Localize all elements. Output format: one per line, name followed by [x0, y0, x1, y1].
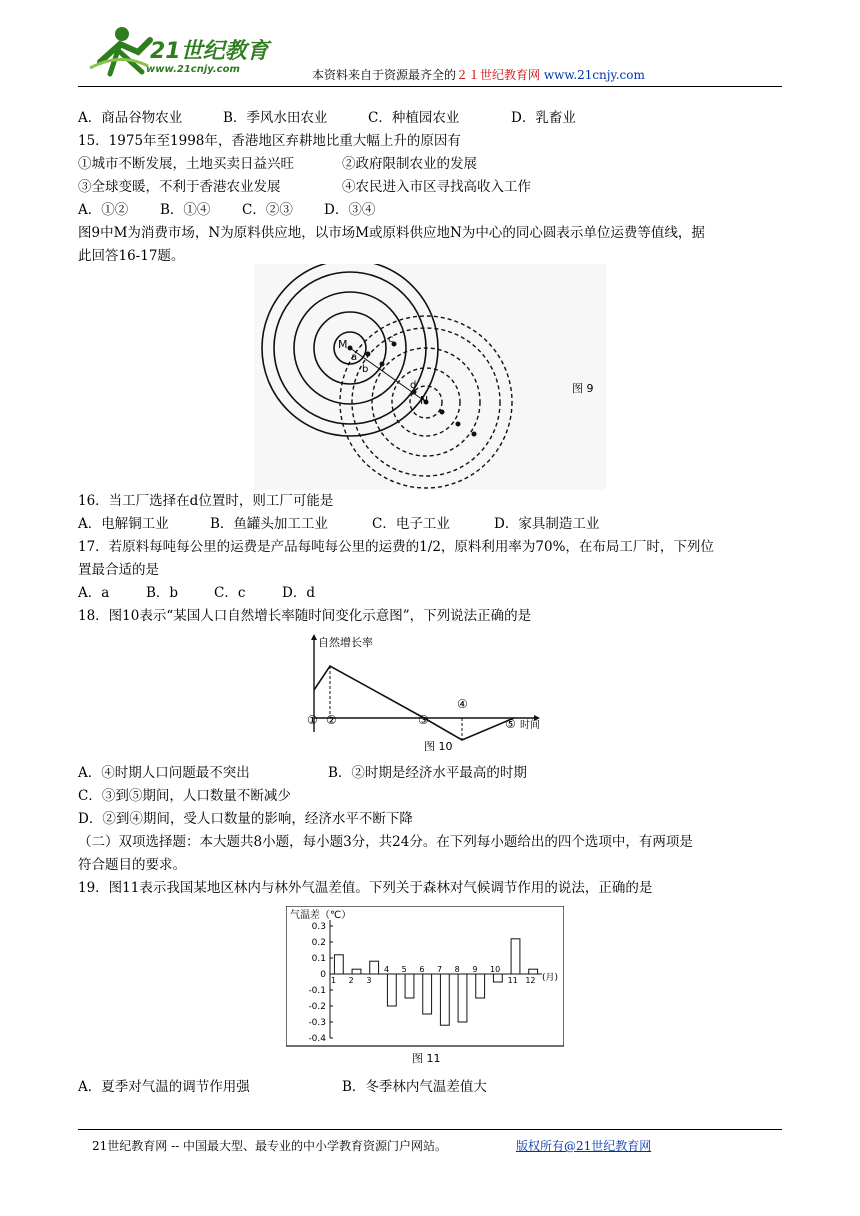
q17-line2: 置最合适的是: [78, 562, 159, 578]
fig11-bar: [493, 974, 502, 982]
fig10-ylabel: 自然增长率: [318, 636, 373, 649]
footer-rule: [78, 1129, 782, 1130]
fig11-month-label: 10: [490, 965, 501, 974]
fig9-label-b: b: [362, 364, 369, 375]
fig11-bar: [405, 974, 414, 998]
fig11-xlabel: (月): [542, 973, 559, 983]
q18-option-c: C．③到⑤期间，人口数量不断减少: [78, 788, 291, 804]
fig10-xlabel: 时间: [520, 720, 540, 731]
fig9-label-n: N: [420, 394, 429, 407]
fig11-bar: [440, 974, 449, 1025]
q15-options: [78, 200, 375, 220]
fig10-point-3: ③: [418, 713, 429, 727]
fig11-bar: [423, 974, 432, 1014]
fig11-ytick-label: 0: [320, 970, 326, 980]
fig11-bar: [529, 969, 538, 974]
header-note-prefix: 本资料来自于资源最齐全的: [312, 68, 457, 82]
q18-stem: 18．图10表示“某国人口自然增长率随时间变化示意图”，下列说法正确的是: [78, 608, 532, 624]
figure-11-temperature-difference: [286, 906, 564, 1068]
q15-option-d: D．③④: [324, 202, 376, 218]
fig10-point-2: ②: [326, 713, 337, 727]
header-note-site: ２１世纪教育网: [456, 68, 541, 82]
q14-option-a: A．商品谷物农业: [78, 110, 183, 126]
logo-url: www.21cnjy.com: [146, 64, 240, 75]
header-note-url[interactable]: www.21cnjy.com: [543, 68, 645, 82]
header-rule: [78, 86, 782, 87]
q16-options: [78, 514, 599, 534]
fig11-month-label: 6: [419, 965, 425, 974]
fig9-label-m: M: [338, 338, 348, 351]
q15-option-a: A．①②: [78, 202, 129, 218]
q14-option-b: B．季风水田农业: [223, 110, 328, 126]
fig11-month-label: 7: [437, 965, 443, 974]
footer-copyright-link[interactable]: 版权所有@21世纪教育网: [516, 1139, 652, 1153]
q18-options-ab: [78, 763, 527, 783]
fig11-caption: 图 11: [412, 1052, 441, 1065]
q15-items-3-4: [78, 177, 531, 197]
fig9-intro-line1: 图9中M为消费市场，N为原料供应地，以市场M或原料供应地N为中心的同心圆表示单位运费等值线，据: [78, 225, 705, 241]
logo-text: 21世纪教育: [150, 39, 269, 64]
q19-stem: 19．图11表示我国某地区林内与林外气温差值。下列关于森林对气候调节作用的说法，正确的是: [78, 880, 653, 896]
fig11-month-label: 3: [366, 976, 372, 985]
fig11-bar: [511, 939, 520, 974]
q14-option-c: C．种植园农业: [368, 110, 460, 126]
fig11-ytick-label: 0.3: [311, 922, 326, 932]
fig11-ylabel: 气温差（℃）: [290, 910, 352, 921]
q15-option-b: B．①④: [160, 202, 211, 218]
q14-option-d: D．乳畜业: [511, 110, 576, 126]
fig9-caption: 图 9: [572, 382, 594, 395]
fig11-ytick-label: 0.1: [311, 954, 326, 964]
q15-option-c: C．②③: [242, 202, 293, 218]
q16-option-c: C．电子工业: [372, 516, 450, 532]
fig11-month-label: 5: [401, 965, 407, 974]
fig11-month-label: 12: [525, 976, 536, 985]
fig9-label-a: a: [351, 352, 358, 363]
footer-text: 21世纪教育网 -- 中国最大型、最专业的中小学教育资源门户网站。: [92, 1139, 448, 1153]
fig11-ytick-label: -0.1: [308, 986, 326, 996]
fig11-ytick-label: -0.3: [308, 1018, 326, 1028]
fig9-intro-line2: 此回答16-17题。: [78, 248, 185, 264]
q16-stem: 16．当工厂选择在d位置时，则工厂可能是: [78, 493, 334, 509]
section2-line1: （二）双项选择题：本大题共8小题，每小题3分，共24分。在下列每小题给出的四个选项中，有两项是: [78, 834, 693, 850]
fig10-caption: 图 10: [424, 740, 453, 753]
q15-item-1: ①城市不断发展，土地买卖日益兴旺: [78, 156, 294, 172]
q14-options: [78, 108, 576, 128]
q16-option-d: D．家具制造工业: [494, 516, 600, 532]
fig11-bar: [352, 969, 361, 974]
q17-options: [78, 583, 315, 603]
fig11-month-label: 1: [331, 976, 337, 985]
q17-option-c: C．c: [214, 585, 246, 601]
fig10-point-5: ⑤: [505, 717, 516, 731]
fig11-month-label: 2: [348, 976, 354, 985]
q19-options-ab: [78, 1077, 487, 1097]
q15-item-3: ③全球变暖，不利于香港农业发展: [78, 179, 281, 195]
fig11-month-label: 11: [507, 976, 518, 985]
q19-option-b: B．冬季林内气温差值大: [342, 1079, 487, 1095]
fig11-bar: [476, 974, 485, 998]
header-note: [312, 66, 645, 83]
figure-9-isolines: [254, 264, 606, 490]
fig11-month-label: 4: [384, 965, 390, 974]
fig11-ytick-label: -0.2: [308, 1002, 326, 1012]
q18-option-d: D．②到④期间，受人口数量的影响，经济水平不断下降: [78, 811, 413, 827]
fig11-month-label: 8: [454, 965, 460, 974]
q17-option-b: B．b: [146, 585, 179, 601]
fig9-label-c: c: [388, 334, 394, 345]
q16-option-a: A．电解铜工业: [78, 516, 169, 532]
q17-option-a: A．a: [78, 585, 110, 601]
q15-item-2: ②政府限制农业的发展: [342, 156, 477, 172]
q18-option-a: A．④时期人口问题最不突出: [78, 765, 250, 781]
fig10-point-4: ④: [457, 697, 468, 711]
fig11-bar: [334, 955, 343, 974]
q16-option-b: B．鱼罐头加工工业: [210, 516, 328, 532]
fig11-ytick-label: -0.4: [308, 1034, 326, 1044]
q15-items-1-2: [78, 154, 477, 174]
fig10-point-1: ①: [307, 713, 318, 727]
fig11-ytick-label: 0.2: [311, 938, 326, 948]
fig9-label-d: d: [410, 380, 417, 391]
q19-option-a: A．夏季对气温的调节作用强: [78, 1079, 250, 1095]
q15-item-4: ④农民进入市区寻找高收入工作: [342, 179, 531, 195]
q17-line1: 17．若原料每吨每公里的运费是产品每吨每公里的运费的1/2，原料利用率为70%，在布局工厂时，下列位: [78, 539, 714, 555]
fig11-bar: [387, 974, 396, 1006]
fig11-month-label: 9: [472, 965, 478, 974]
q18-option-b: B．②时期是经济水平最高的时期: [328, 765, 527, 781]
figure-10-growth-rate: [300, 632, 540, 756]
fig11-bar: [370, 961, 379, 974]
fig11-bar: [458, 974, 467, 1022]
q17-option-d: D．d: [282, 585, 315, 601]
q15-stem: 15．1975年至1998年，香港地区弃耕地比重大幅上升的原因有: [78, 133, 461, 149]
section2-line2: 符合题目的要求。: [78, 857, 186, 873]
growth-rate-line: [314, 666, 514, 740]
